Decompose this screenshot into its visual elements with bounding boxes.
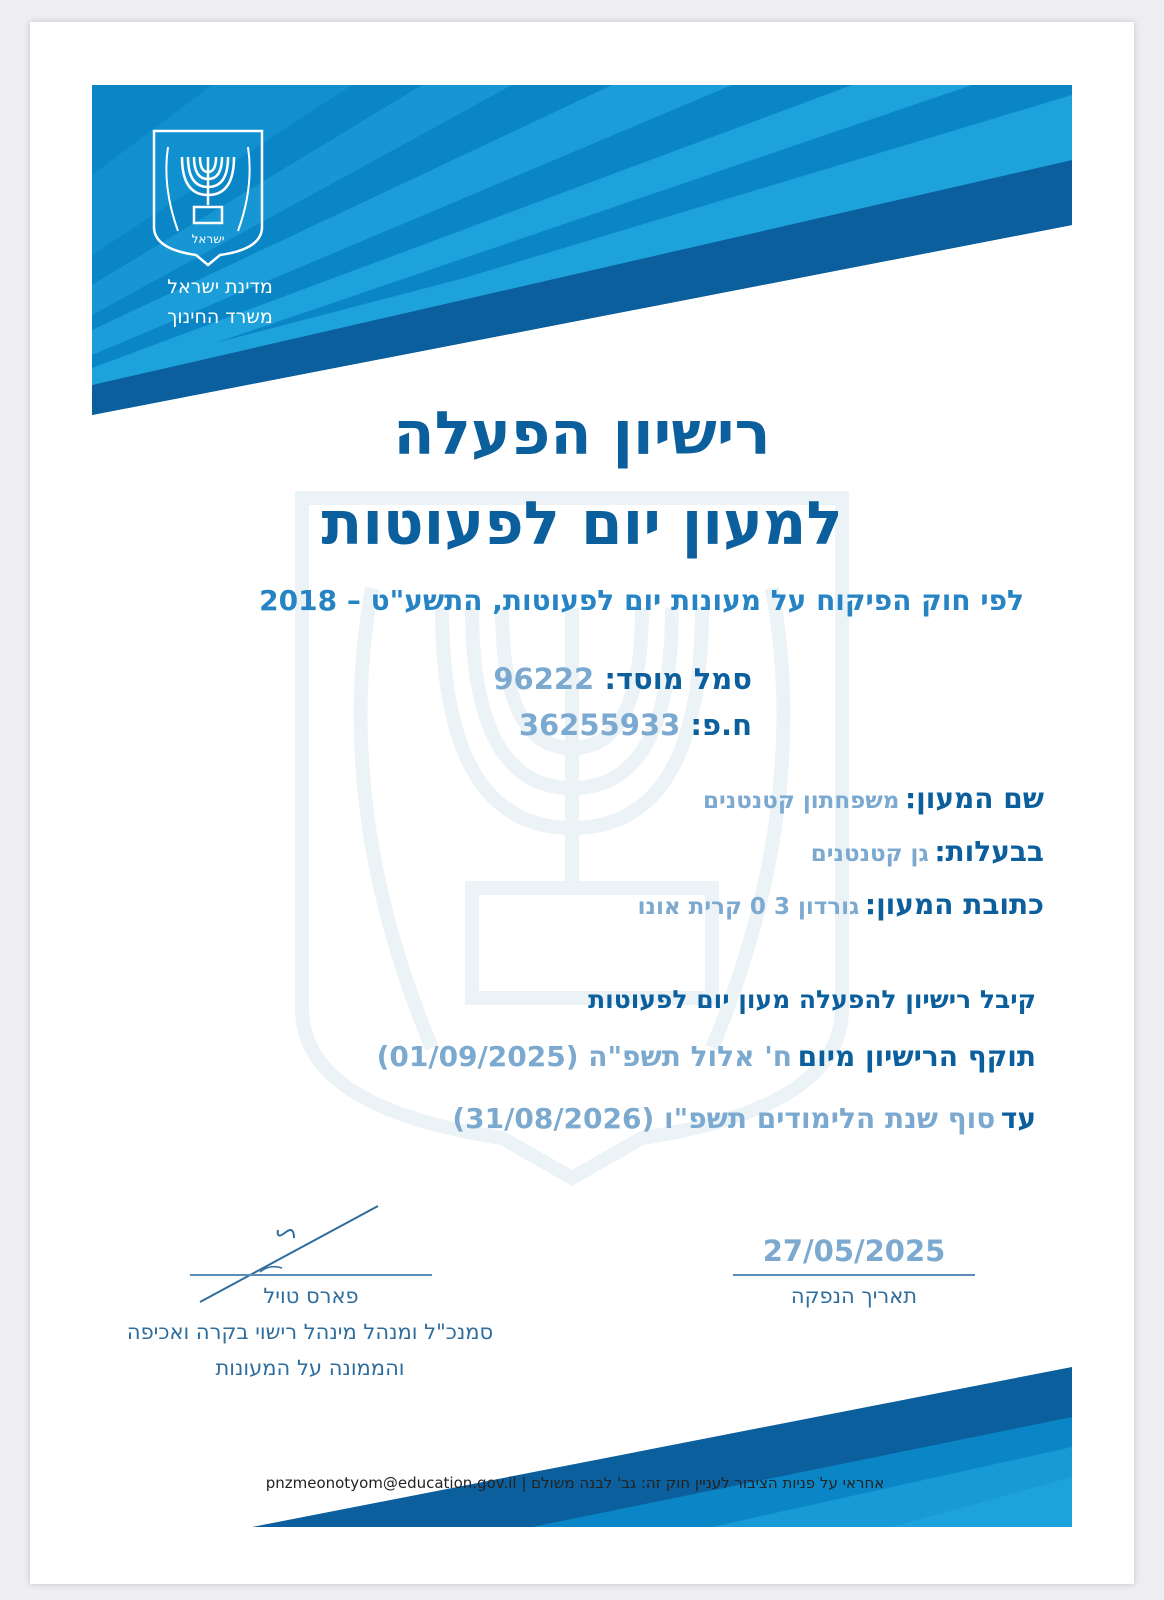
institution-code-label: סמל מוסד: [604, 662, 752, 696]
signatory-name: פארס טויל [263, 1284, 359, 1308]
license-document [30, 22, 1134, 1584]
law-reference: לפי חוק הפיקוח על מעונות יום לפעוטות, התשע"ט – 2018 [259, 584, 1024, 617]
footer-banner [92, 1367, 1072, 1547]
valid-from [377, 1040, 1036, 1073]
company-number-value: 36255933 [518, 708, 681, 742]
svg-text:ישראל: ישראל [191, 232, 225, 246]
license-received: קיבל רישיון להפעלה מעון יום לפעוטות [588, 985, 1036, 1014]
institution-code-value: 96222 [493, 662, 595, 696]
daycare-name [703, 782, 1044, 815]
owner-label: בבעלות: [934, 835, 1044, 868]
issue-date: 27/05/2025 [762, 1234, 946, 1268]
issue-date-line [733, 1274, 975, 1276]
signature-line [190, 1274, 432, 1276]
owner-value: גן קטנטנים [810, 841, 929, 867]
issue-date-label: תאריך הנפקה [790, 1284, 918, 1308]
valid-until-value: סוף שנת הלימודים תשפ"ו (31/08/2026) [452, 1102, 996, 1135]
title-line-1: רישיון הפעלה [393, 399, 771, 469]
signatory-role-1: סמנכ"ל ומנהל מינהל רישוי בקרה ואכיפה [126, 1320, 494, 1344]
daycare-name-value: משפחתון קטנטנים [703, 788, 900, 814]
public-inquiries-contact: אחראי על פניות הציבור לעניין חוק זה: גב' לבנה משולם | pnzmeonotyom@education.gov.il [265, 1474, 885, 1492]
valid-until-label: עד [1000, 1102, 1036, 1135]
valid-from-label: תוקף הרישיון מיום [797, 1040, 1036, 1073]
valid-until [452, 1102, 1036, 1135]
daycare-name-label: שם המעון: [904, 782, 1044, 815]
signatory-role-2: והממונה על המעונות [215, 1356, 405, 1380]
institution-code [493, 662, 752, 696]
country-label: מדינת ישראל [167, 276, 273, 298]
company-number [519, 708, 752, 742]
ministry-label: משרד החינוך [167, 306, 273, 328]
owner [811, 835, 1044, 868]
valid-from-value: ח' אלול תשפ"ה (01/09/2025) [376, 1040, 793, 1073]
company-number-label: ח.פ: [690, 708, 752, 742]
title-line-2: למעון יום לפעוטות [321, 489, 843, 559]
ministry-name [120, 272, 320, 332]
state-emblem-icon [150, 127, 266, 269]
address-label: כתובת המעון: [864, 888, 1044, 921]
daycare-address [638, 888, 1044, 921]
address-value: גורדון 3 0 קרית אונו [637, 894, 860, 920]
